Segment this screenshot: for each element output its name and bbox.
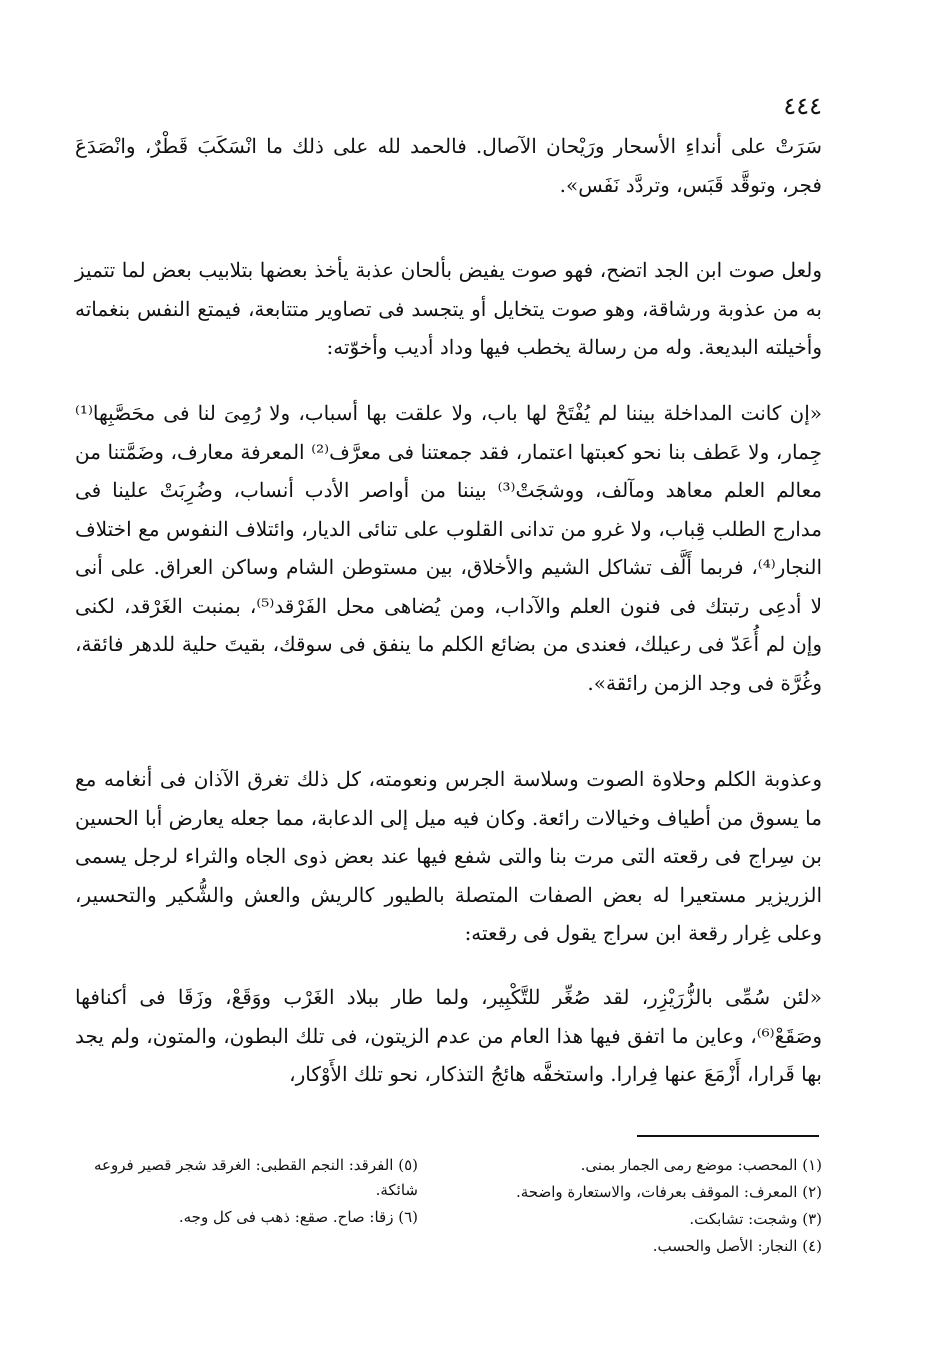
page-number: ٤٤٤ [783,92,822,120]
footnote-item: (٦) زقا: صاح. صقع: ذهب فى كل وجه. [178,1208,418,1226]
footnote-item: (١) المحصب: موضع رمى الجمار بمنى. [580,1156,822,1174]
paragraph-letter-quote-2: «لئن سُمِّى بالزُّرَيْزِر، لقد صُغِّر للتَّكْبِير، ولما طار ببلاد الغَرْب ووَقَعْ، وزَقَا فى أكنافها وصَقَعْ⁽⁶⁾، وعاين ما اتفق فيها هذا العام من عدم الزيتون، فى تلك البطون، والمتون، ولم يجد بها قَرارا، أَزْمَعَ عنها فِرارا. واستخفَّه هائجُ التذكار، نحو تلك الأَوْكار، [75,985,822,1086]
paragraph-commentary: ولعل صوت ابن الجد اتضح، فهو صوت يفيض بألحان عذبة يأخذ بعضها بتلابيب بعض لما تتميز به من عذوبة ورشاقة، وهو صوت يتخايل أو يتجسد فى تصاوير متتابعة، فيمتع النفس بنغماته وأخيلته البديعة. وله من رسالة يخطب فيها وداد أديب وأخوّته: [75,258,822,359]
footnote-item: (٣) وشجت: تشابكت. [689,1210,822,1228]
paragraph-commentary-2: وعذوبة الكلم وحلاوة الصوت وسلاسة الجرس ونعومته، كل ذلك تغرق الآذان فى أنغامه مع ما يسوق من أطياف وخيالات رائعة. وكان فيه ميل إلى الدعابة، مما جعله يعارض أبا الحسين بن سِراج فى رقعته التى مرت بنا والتى شفع فيها عند بعض ذوى الجاه والثراء لرجل يسمى الزريزير مستعيرا له بعض الصفات المتصلة بالطيور كالريش والعش والشُّكير والتحسير، وعلى غِرار رقعة ابن سراج يقول فى رقعته: [75,767,822,945]
paragraph-prose-ending: سَرَتْ على أنداءِ الأسحار ورَيْحان الآصال. فالحمد لله على ذلك ما انْسَكَبَ قَطْرٌ، وانْصَدَعَ فجر، وتوقَّد قَبَس، وتردَّد نَفَس». [75,134,822,197]
footnote-divider [637,1135,819,1137]
footnotes-left-column [73,1153,418,1232]
footnote-item: (٤) النجار: الأصل والحسب. [652,1237,822,1255]
paragraph-letter-quote: «إن كانت المداخلة بيننا لم يُفْتَحْ لها باب، ولا علقت بها أسباب، ولا رُمِىَ لنا فى محَصَّبِها⁽¹⁾ جِمار، ولا عَطف بنا نحو كعبتها اعتمار، فقد جمعتنا فى معرَّف⁽²⁾ المعرفة معارف، وضَمَّتنا من معالم العلم معاهد ومآلف، ووشجَتْ⁽³⁾ بيننا من أواصر الأدب أنساب، وضُرِبَتْ علينا فى مدارج الطلب قِباب، ولا غرو من تدانى القلوب على تنائى الديار، وائتلاف النفوس مع اختلاف النجار⁽⁴⁾، فربما أَلَّف تشاكل الشيم والأخلاق، بين مستوطن الشام وساكن العراق. على أنى لا أدعِى رتبتك فى فنون العلم والآداب، ومن يُضاهى محل الفَرْقد⁽⁵⁾، بمنبت الغَرْقد، لكنى وإن لم أُعَدّ فى رعيلك، فعندى من بضائع الكلم ما ينفق فى سوقك، بقيتَ حلية للدهر فائقة، وغُرَّة فى وجد الزمن رائقة». [75,401,823,695]
footnote-item: (٥) الفرقد: النجم القطبى: الغرقد شجر قصير فروعه شائكة. [94,1156,418,1199]
footnote-item: (٢) المعرف: الموقف بعرفات، والاستعارة واضحة. [516,1183,822,1201]
footnotes-right-column [442,1153,822,1261]
